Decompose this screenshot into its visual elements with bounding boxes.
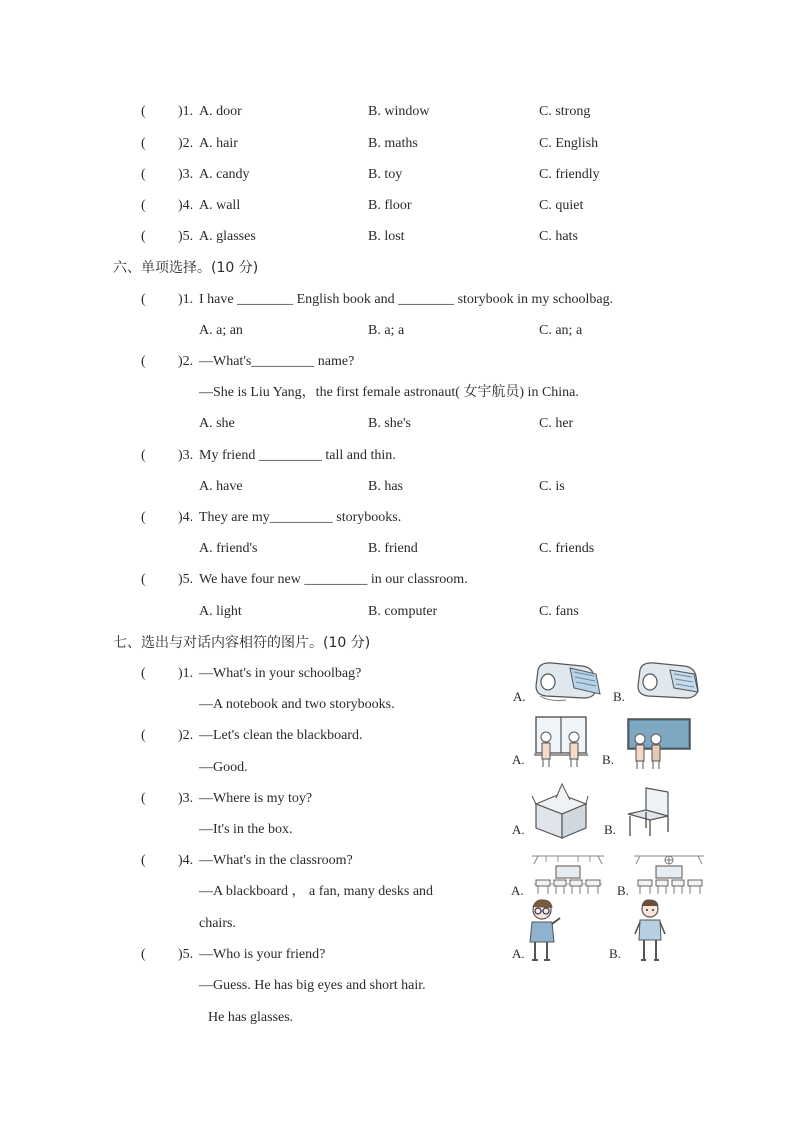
- picture-label-b: B.: [602, 752, 614, 767]
- question-number: )4.: [178, 198, 194, 213]
- option-c: C. friendly: [539, 167, 600, 182]
- option-c: C. fans: [539, 604, 579, 619]
- dialogue-line: —A notebook and two storybooks.: [199, 697, 395, 712]
- question-number: )5.: [178, 572, 194, 587]
- option-a: A. she: [199, 416, 235, 431]
- question-number: )2.: [178, 136, 194, 151]
- dialogue-line: —A blackboard ， a fan, many desks and: [199, 884, 434, 899]
- option-a: A. candy: [199, 167, 250, 182]
- option-b: B. lost: [368, 229, 405, 244]
- cleaning-blackboard-picture[interactable]: [626, 717, 692, 771]
- option-c: C. is: [539, 479, 565, 494]
- question-number: )1.: [178, 292, 194, 307]
- question-number: )2.: [178, 354, 194, 369]
- option-a: A. light: [199, 604, 242, 619]
- answer-bracket[interactable]: (: [141, 167, 146, 182]
- schoolbag-closed-picture[interactable]: [634, 660, 704, 702]
- picture-label-b: B.: [604, 822, 616, 837]
- option-c: C. quiet: [539, 198, 584, 213]
- picture-label-a: A.: [512, 822, 525, 837]
- schoolbag-open-picture[interactable]: [530, 660, 604, 704]
- question-text: —What's_________ name?: [199, 354, 355, 369]
- picture-label-b: B.: [617, 883, 629, 898]
- option-b: B. a; a: [368, 323, 405, 338]
- dialogue-line: —Good.: [199, 760, 248, 775]
- classroom-picture-a[interactable]: [530, 854, 606, 898]
- answer-bracket[interactable]: (: [141, 104, 146, 119]
- answer-bracket[interactable]: (: [141, 448, 146, 463]
- option-c: C. friends: [539, 541, 595, 556]
- option-b: B. has: [368, 479, 403, 494]
- picture-label-a: A.: [511, 883, 524, 898]
- section-6-title: 六、单项选择。(10 分): [113, 260, 259, 276]
- answer-bracket[interactable]: (: [141, 947, 146, 962]
- answer-bracket[interactable]: (: [141, 510, 146, 525]
- question-number: )3.: [178, 448, 194, 463]
- question-text-line2: —She is Liu Yang，the first female astronaut( 女宇航员) in China.: [199, 385, 579, 400]
- option-b: B. she's: [368, 416, 411, 431]
- dialogue-line: —What's in your schoolbag?: [199, 666, 362, 681]
- option-b: B. friend: [368, 541, 418, 556]
- section-7-title: 七、选出与对话内容相符的图片。(10 分): [113, 635, 371, 651]
- option-a: A. have: [199, 479, 243, 494]
- option-a: A. glasses: [199, 229, 256, 244]
- dialogue-line: He has glasses.: [208, 1010, 294, 1025]
- option-c: C. strong: [539, 104, 591, 119]
- option-c: C. an; a: [539, 323, 583, 338]
- question-number: )3.: [178, 167, 194, 182]
- option-c: C. English: [539, 136, 599, 151]
- question-number: )3.: [178, 791, 194, 806]
- dialogue-line: —It's in the box.: [199, 822, 293, 837]
- picture-label-b: B.: [609, 946, 621, 961]
- question-text: My friend _________ tall and thin.: [199, 448, 396, 463]
- answer-bracket[interactable]: (: [141, 229, 146, 244]
- picture-label-a: A.: [512, 752, 525, 767]
- dialogue-line: —Where is my toy?: [199, 791, 313, 806]
- question-number: )4.: [178, 510, 194, 525]
- question-number: )5.: [178, 947, 194, 962]
- option-b: B. maths: [368, 136, 418, 151]
- option-b: B. toy: [368, 167, 403, 182]
- question-number: )5.: [178, 229, 194, 244]
- toy-in-box-picture[interactable]: [530, 782, 590, 840]
- picture-label-a: A.: [512, 946, 525, 961]
- boy-without-glasses-picture[interactable]: [632, 898, 668, 964]
- option-a: A. a; an: [199, 323, 243, 338]
- option-a: A. hair: [199, 136, 238, 151]
- chair-picture[interactable]: [624, 786, 674, 838]
- question-text: They are my_________ storybooks.: [199, 510, 402, 525]
- answer-bracket[interactable]: (: [141, 572, 146, 587]
- picture-label-a: A.: [513, 689, 526, 704]
- option-a: A. door: [199, 104, 242, 119]
- answer-bracket[interactable]: (: [141, 198, 146, 213]
- option-c: C. her: [539, 416, 574, 431]
- cleaning-window-picture[interactable]: [534, 715, 588, 769]
- option-a: A. friend's: [199, 541, 258, 556]
- picture-label-b: B.: [613, 689, 625, 704]
- dialogue-line: —Guess. He has big eyes and short hair.: [199, 978, 426, 993]
- option-b: B. window: [368, 104, 430, 119]
- answer-bracket[interactable]: (: [141, 853, 146, 868]
- dialogue-line: —Who is your friend?: [199, 947, 326, 962]
- question-number: )1.: [178, 666, 194, 681]
- dialogue-line: —Let's clean the blackboard.: [199, 728, 363, 743]
- option-a: A. wall: [199, 198, 241, 213]
- answer-bracket[interactable]: (: [141, 666, 146, 681]
- option-b: B. computer: [368, 604, 438, 619]
- answer-bracket[interactable]: (: [141, 136, 146, 151]
- answer-bracket[interactable]: (: [141, 354, 146, 369]
- question-text: I have ________ English book and ________ storybook in my schoolbag.: [199, 292, 614, 307]
- answer-bracket[interactable]: (: [141, 292, 146, 307]
- question-text: We have four new _________ in our classroom.: [199, 572, 468, 587]
- classroom-picture-b[interactable]: [632, 854, 706, 898]
- option-b: B. floor: [368, 198, 412, 213]
- option-c: C. hats: [539, 229, 578, 244]
- dialogue-line: —What's in the classroom?: [199, 853, 353, 868]
- question-number: )1.: [178, 104, 194, 119]
- answer-bracket[interactable]: (: [141, 791, 146, 806]
- question-number: )4.: [178, 853, 194, 868]
- answer-bracket[interactable]: (: [141, 728, 146, 743]
- boy-with-glasses-picture[interactable]: [526, 898, 566, 964]
- dialogue-line: chairs.: [199, 916, 236, 931]
- question-number: )2.: [178, 728, 194, 743]
